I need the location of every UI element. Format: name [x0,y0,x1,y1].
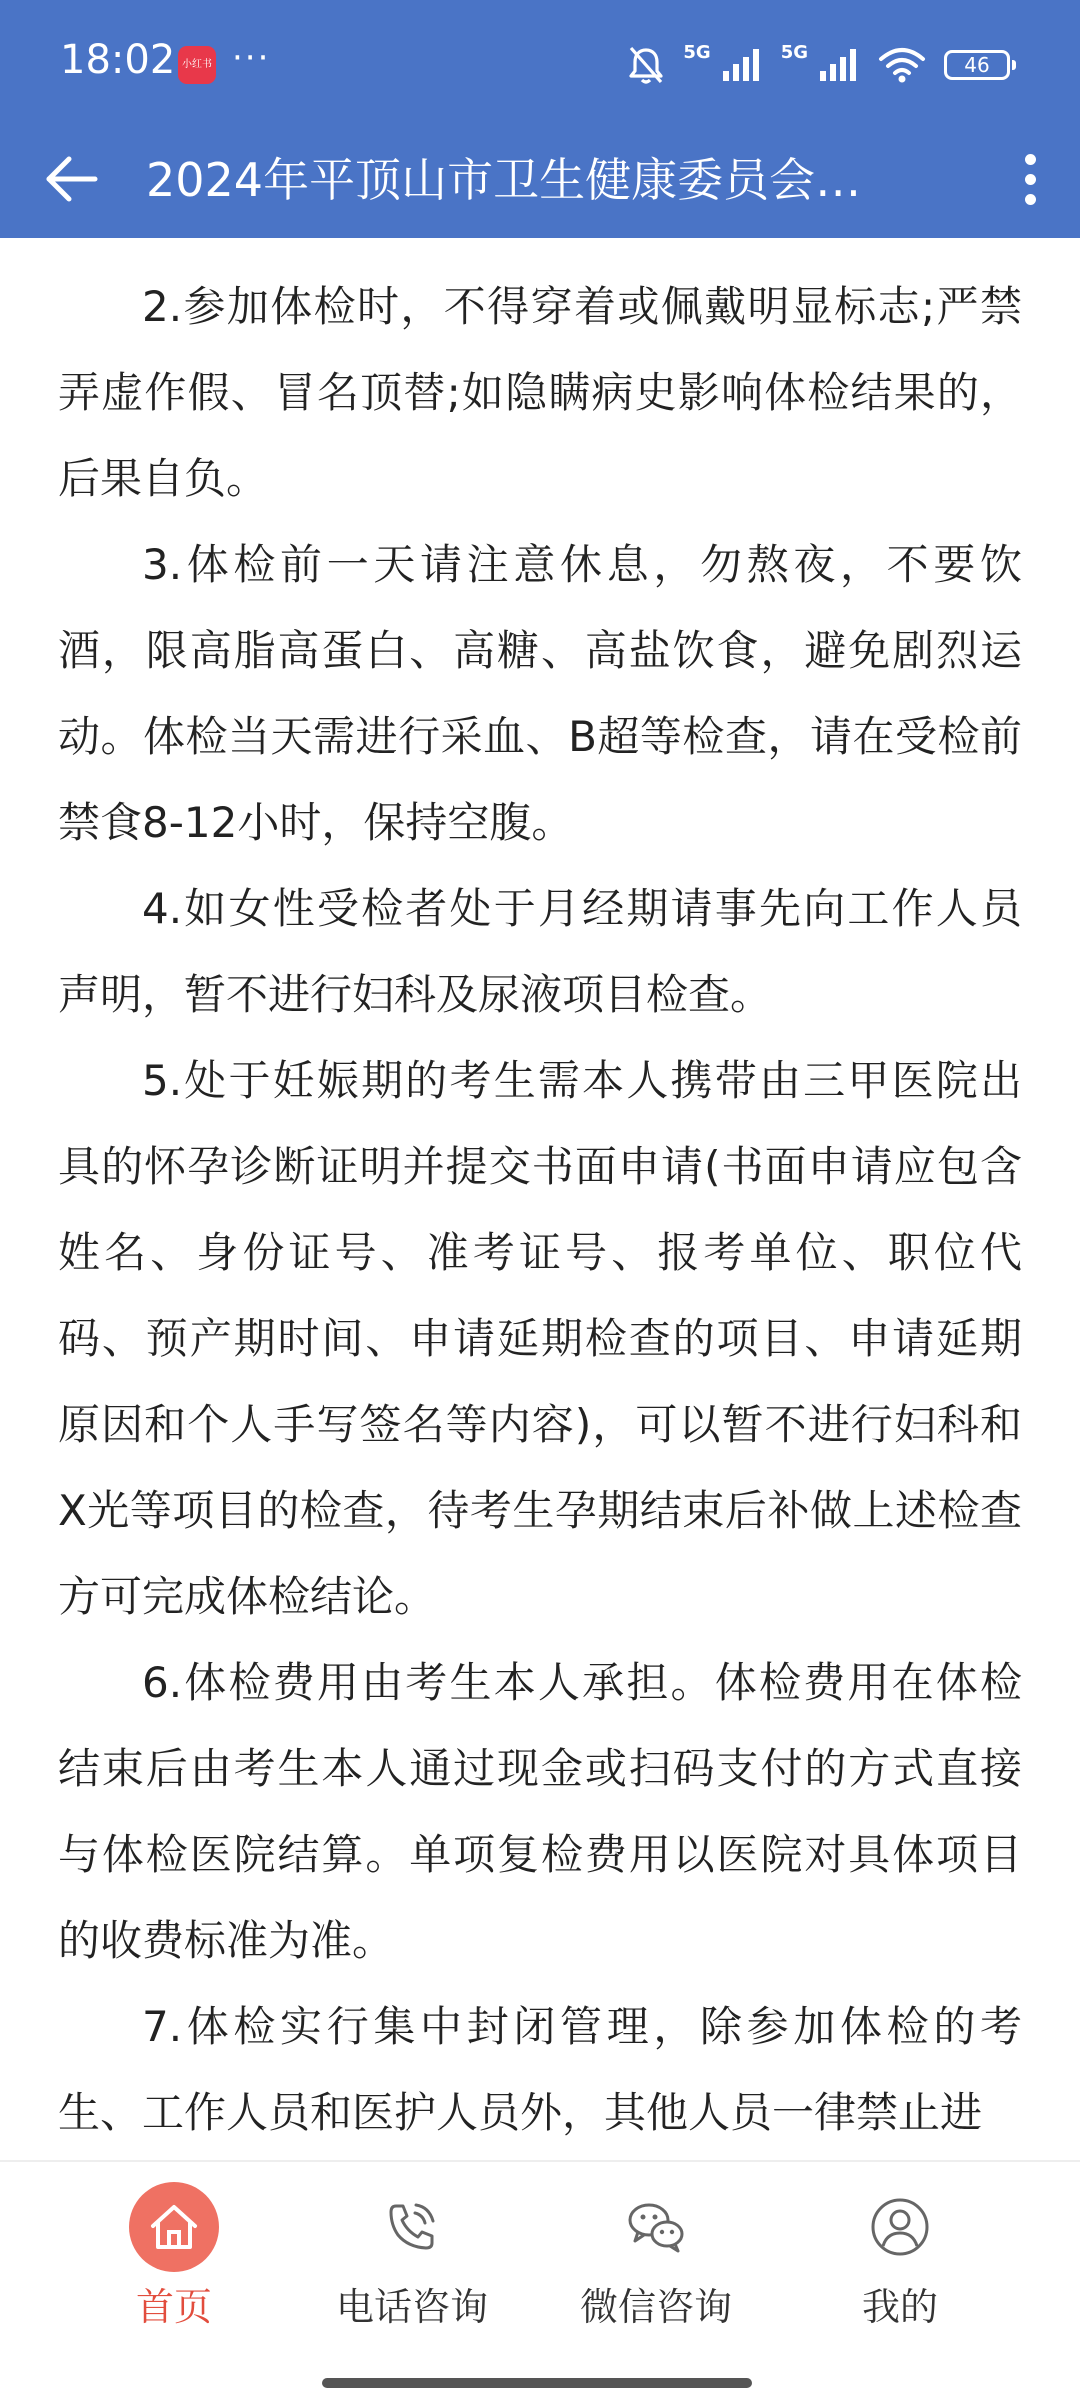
more-notifications-indicator: ··· [232,38,271,78]
page-title: 2024年平顶山市卫生健康委员会… [146,153,862,207]
app-bar [0,120,1080,238]
nav-item-home[interactable] [52,2182,296,2352]
nav-item-phone-consult[interactable] [290,2182,534,2352]
home-icon-wrapper [129,2182,219,2272]
status-icons [627,40,1010,90]
more-vertical-icon-dot [1025,194,1036,205]
back-button[interactable] [36,144,106,214]
nav-label-wechat-consult: 微信咨询 [579,2285,732,2329]
article-paragraph: 4.如女性受检者处于月经期请事先向工作人员声明，暂不进行妇科及尿液项目检查。 [58,884,1022,1019]
nav-label-phone-consult: 电话咨询 [335,2285,488,2329]
article-body [0,238,1080,2156]
nav-item-wechat-consult[interactable] [534,2182,778,2352]
header [0,0,1080,238]
phone-icon-wrapper [367,2182,457,2272]
signal-icon [721,47,763,83]
gesture-home-indicator[interactable] [322,2378,752,2388]
wifi-icon [878,46,926,84]
network-type-1: 5G [683,42,711,63]
bottom-navigation [0,2160,1080,2400]
more-options-button[interactable] [1000,142,1060,216]
home-icon [147,2200,201,2254]
article-paragraph: 5.处于妊娠期的考生需本人携带由三甲医院出具的怀孕诊断证明并提交书面申请(书面申请应包含姓名、身份证号、准考证号、报考单位、职位代码、预产期时间、申请延期检查的项目、申请延期原因和个人手写签名等内容)，可以暂不进行妇科和X光等项目的检查，待考生孕期结束后补做上述检查方可完成体检结论。 [58,1056,1022,1621]
wechat-icon [624,2197,688,2257]
phone-icon [382,2197,442,2257]
user-icon-wrapper [855,2182,945,2272]
article-paragraph: 6.体检费用由考生本人承担。体检费用在体检结束后由考生本人通过现金或扫码支付的方式直接与体检医院结算。单项复检费用以医院对具体项目的收费标准为准。 [58,1658,1022,1965]
nav-item-mine[interactable] [778,2182,1022,2352]
bell-muted-icon [627,45,665,85]
xiaohongshu-notification-icon: 小红书 [178,46,216,84]
battery-icon: 46 [944,50,1010,80]
nav-label-mine: 我的 [861,2285,938,2329]
more-vertical-icon-dot [1025,174,1036,185]
back-arrow-icon [43,155,99,203]
nav-label-home: 首页 [135,2285,212,2329]
article-paragraph: 2.参加体检时，不得穿着或佩戴明显标志;严禁弄虚作假、冒名顶替;如隐瞒病史影响体检结果的，后果自负。 [58,282,1022,503]
user-icon [869,2196,931,2258]
status-bar [0,0,1080,120]
signal-icon [818,47,860,83]
status-time: 18:02 [60,37,176,83]
more-vertical-icon-dot [1025,154,1036,165]
network-type-2: 5G [780,42,808,63]
article-paragraph: 7.体检实行集中封闭管理，除参加体检的考生、工作人员和医护人员外，其他人员一律禁止进 [58,2002,1022,2137]
wechat-icon-wrapper [611,2182,701,2272]
article-scroll-area[interactable] [0,238,1080,2160]
article-paragraph: 3.体检前一天请注意休息，勿熬夜，不要饮酒，限高脂高蛋白、高糖、高盐饮食，避免剧烈运动。体检当天需进行采血、B超等检查，请在受检前禁食8-12小时，保持空腹。 [58,540,1022,847]
